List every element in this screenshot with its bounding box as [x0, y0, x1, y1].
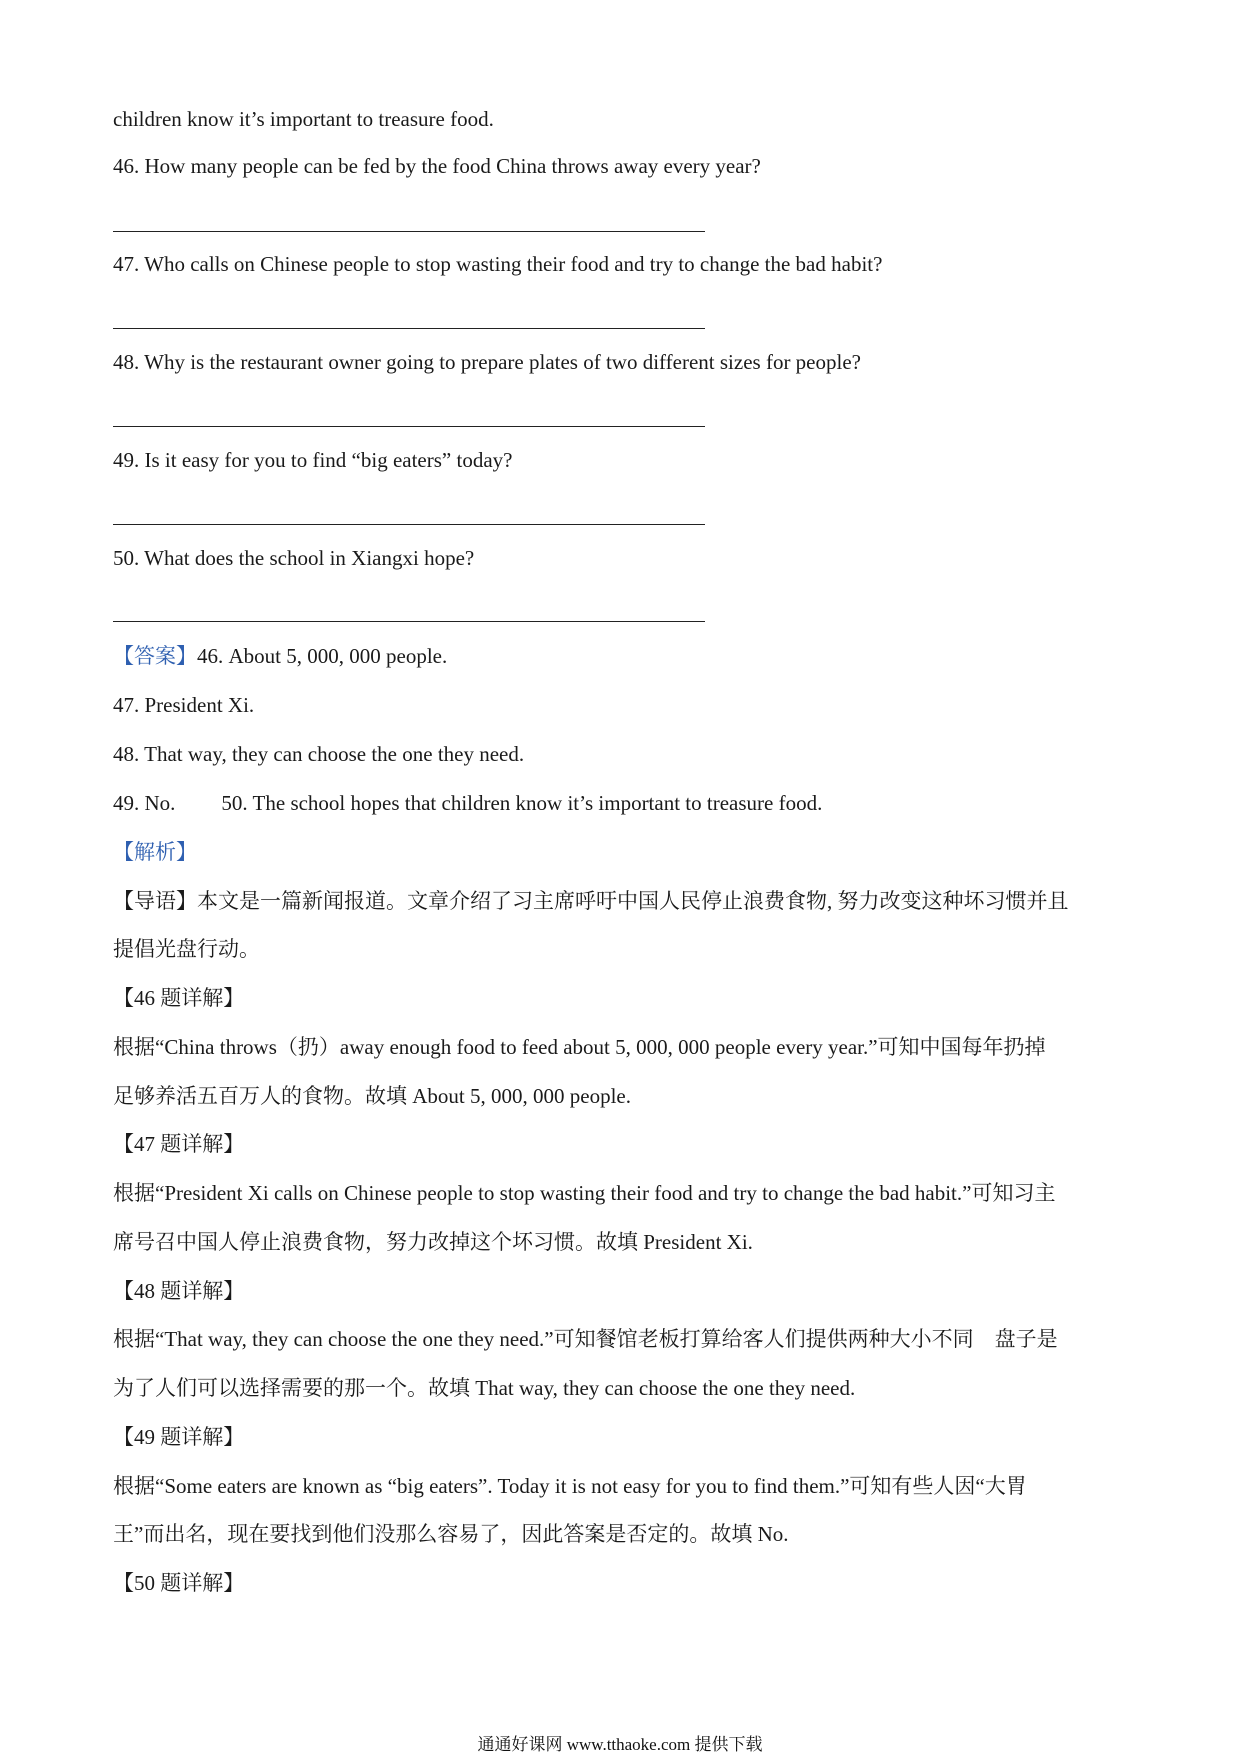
detail-49-line-1: 根据“Some eaters are known as “big eaters”. Today it is not easy for you to find them.”可知有些人因“大胃 [113, 1474, 1027, 1498]
answer-46-line [113, 643, 447, 669]
answer-blank-46[interactable] [113, 231, 705, 232]
answer-49-50-line [113, 790, 822, 816]
answer-label: 【答案】 [113, 644, 197, 668]
detail-heading-47: 【47 题详解】 [113, 1132, 245, 1156]
page-footer: 通通好课网 www.tthaoke.com 提供下载 [477, 1735, 763, 1754]
question-50: 50. What does the school in Xiangxi hope? [113, 546, 475, 570]
question-47: 47. Who calls on Chinese people to stop wasting their food and try to change the bad habit? [113, 252, 883, 276]
analysis-label: 【解析】 [113, 840, 197, 864]
answer-blank-48[interactable] [113, 426, 705, 427]
answer-49: 49. No. [113, 791, 176, 815]
detail-heading-50: 【50 题详解】 [113, 1571, 245, 1595]
answer-47: 47. President Xi. [113, 693, 255, 717]
detail-heading-49: 【49 题详解】 [113, 1425, 245, 1449]
passage-ending: children know it’s important to treasure food. [113, 107, 494, 131]
detail-heading-46: 【46 题详解】 [113, 986, 245, 1010]
question-46: 46. How many people can be fed by the food China throws away every year? [113, 154, 761, 178]
lead-in-line-2: 提倡光盘行动。 [113, 937, 260, 961]
detail-46-line-1: 根据“China throws（扔）away enough food to feed about 5, 000, 000 people every year.”可知中国每年扔掉 [113, 1035, 1046, 1059]
detail-48-line-2: 为了人们可以选择需要的那一个。故填 That way, they can choose the one they need. [113, 1376, 856, 1400]
answer-blank-50[interactable] [113, 621, 705, 622]
question-49: 49. Is it easy for you to find “big eaters” today? [113, 448, 513, 472]
detail-46-line-2: 足够养活五百万人的食物。故填 About 5, 000, 000 people. [113, 1084, 631, 1108]
detail-47-line-1: 根据“President Xi calls on Chinese people to stop wasting their food and try to change the bad habit.”可知习主 [113, 1181, 1056, 1205]
detail-48-line-1: 根据“That way, they can choose the one they need.”可知餐馆老板打算给客人们提供两种大小不同 盘子是 [113, 1327, 1058, 1351]
answer-blank-47[interactable] [113, 328, 705, 329]
detail-heading-48: 【48 题详解】 [113, 1279, 245, 1303]
question-48: 48. Why is the restaurant owner going to prepare plates of two different sizes for people? [113, 350, 861, 374]
detail-47-line-2: 席号召中国人停止浪费食物，努力改掉这个坏习惯。故填 President Xi. [113, 1230, 753, 1254]
answer-50: 50. The school hopes that children know it’s important to treasure food. [221, 791, 823, 815]
answer-blank-49[interactable] [113, 524, 705, 525]
lead-in-line-1: 【导语】本文是一篇新闻报道。文章介绍了习主席呼吁中国人民停止浪费食物, 努力改变这种坏习惯并且 [113, 889, 1069, 913]
detail-49-line-2: 王”而出名，现在要找到他们没那么容易了，因此答案是否定的。故填 No. [113, 1522, 789, 1546]
answer-46: 46. About 5, 000, 000 people. [197, 644, 448, 668]
answer-48: 48. That way, they can choose the one they need. [113, 742, 525, 766]
